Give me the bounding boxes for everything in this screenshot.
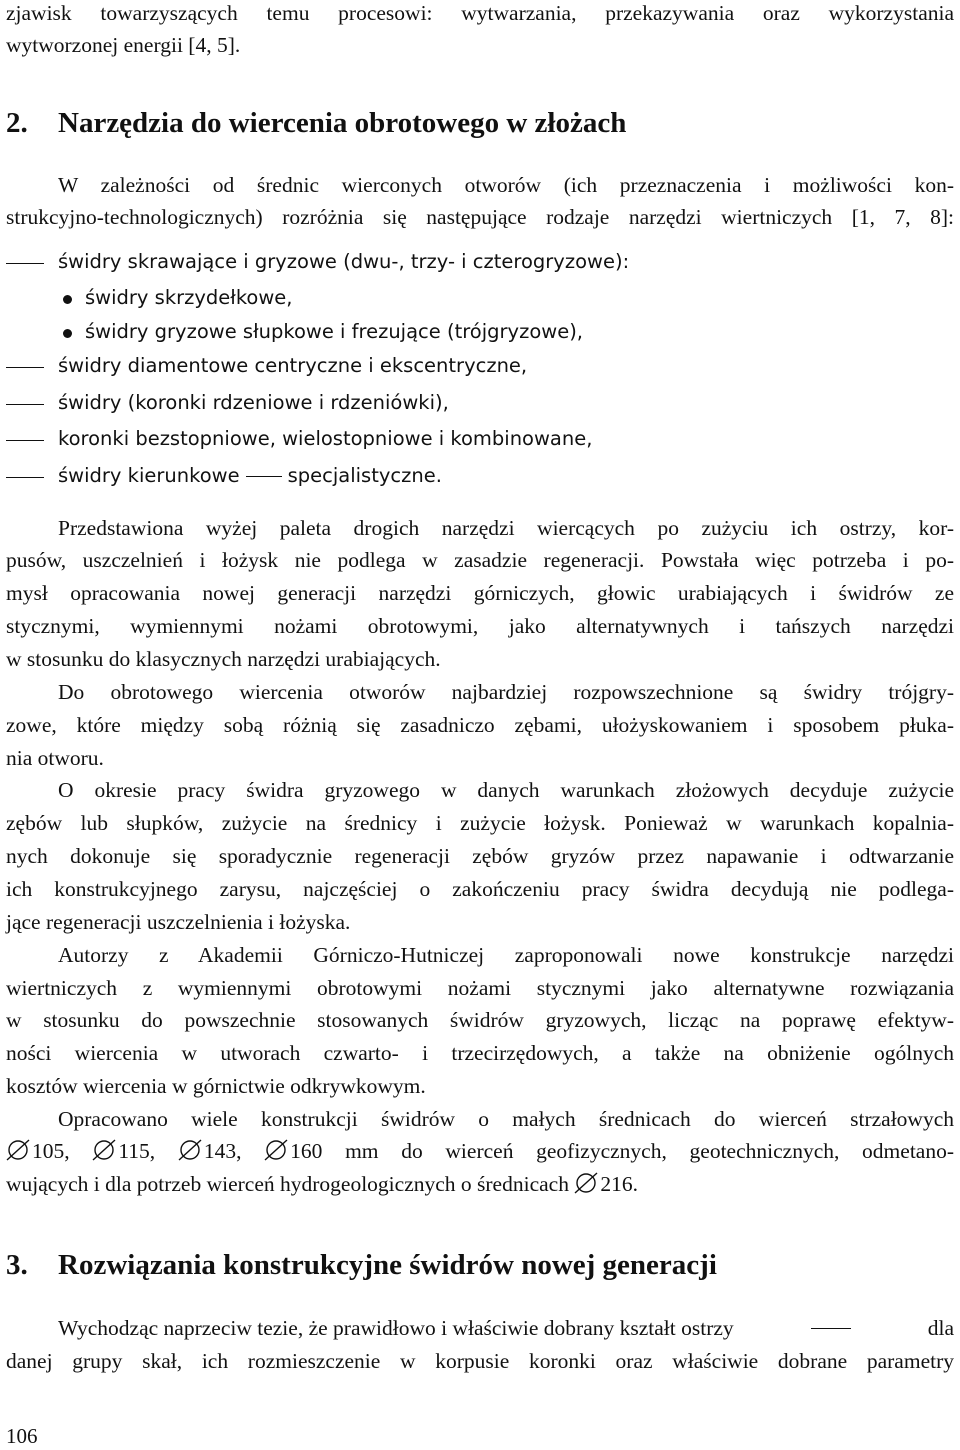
text-line: O okresie pracy świdra gryzowego w danych warunkach złożowych decyduje zużycie (58, 778, 954, 802)
em-dash (811, 1328, 851, 1329)
diameter-icon (574, 1172, 598, 1194)
text-line: Autorzy z Akademii Górniczo-Hutniczej zaproponowali nowe konstrukcje narzędzi (58, 943, 954, 967)
dash-marker (6, 263, 44, 264)
text-line: danej grupy skał, ich rozmieszczenie w korpusie koronki oraz właściwie dobrane parametry (6, 1349, 954, 1373)
diameter-icon (264, 1139, 288, 1161)
section-title: Rozwiązania konstrukcyjne świdrów nowej generacji (58, 1249, 717, 1281)
text-line: zowe, które między sobą różnią się zasadniczo zębami, ułożyskowaniem i sposobem płuka- (6, 713, 954, 737)
text-line: jące regeneracji uszczelnienia i łożyska. (6, 910, 351, 934)
list-item: świdry skrzydełkowe, (85, 286, 293, 309)
list-item: koronki bezstopniowe, wielostopniowe i kombinowane, (58, 427, 593, 450)
diameter-value: 105, (32, 1139, 70, 1163)
text-line: w stosunku do klasycznych narzędzi urabiających. (6, 647, 441, 671)
text-line: strukcyjno-technologicznych) rozróżnia się następujące rodzaje narzędzi wiertniczych [1, 7, 8]: (6, 205, 954, 229)
bullet-marker (63, 329, 72, 338)
text-line: wiertniczych z wymiennymi obrotowymi nożami stycznymi jako alternatywne rozwiązania (6, 976, 954, 1000)
text-line (6, 1171, 638, 1197)
list-item: świdry skrawające i gryzowe (dwu-, trzy- i czterogryzowe): (58, 250, 630, 273)
text-line: kosztów wiercenia w górnictwie odkrywkowym. (6, 1074, 426, 1098)
text-line: W zależności od średnic wierconych otworów (ich przeznaczenia i możliwości kon- (58, 173, 954, 197)
section-number: 2. (6, 107, 28, 139)
section-heading (6, 106, 626, 140)
diameter-icon (6, 1139, 30, 1161)
text-line: ności wiercenia w utworach czwarto- i trzecirzędowych, a także na obniżenie ogólnych (6, 1041, 954, 1065)
dash-marker (6, 477, 44, 478)
text-line: Do obrotowego wiercenia otworów najbardziej rozpowszechnione są świdry trójgry- (58, 680, 954, 704)
text-line (58, 1315, 954, 1341)
diameter-value: 216. (600, 1172, 638, 1196)
text-line: pusów, uszczelnień i łożysk nie podlega w zasadzie regeneracji. Powstała więc potrzeba i po- (6, 548, 954, 572)
text-line: mysł opracowania nowej generacji narzędzi górniczych, głowic urabiających i świdrów ze (6, 581, 954, 605)
diameter-icon (92, 1139, 116, 1161)
text-line: Przedstawiona wyżej paleta drogich narzędzi wiercących po zużyciu ich ostrzy, kor- (58, 516, 954, 540)
bullet-marker (63, 295, 72, 304)
list-item-text: świdry kierunkowe (58, 464, 240, 487)
dash-marker (6, 440, 44, 441)
diameter-icon (178, 1139, 202, 1161)
page-number: 106 (6, 1424, 38, 1448)
dash-marker (6, 404, 44, 405)
text-fragment: wujących i dla potrzeb wierceń hydrogeologicznych o średnicach (6, 1172, 569, 1196)
text-fragment: mm do wierceń geofizycznych, geotechnicznych, odmetano- (345, 1139, 954, 1163)
list-item-text: specjalistyczne. (287, 464, 442, 487)
list-item: świdry gryzowe słupkowe i frezujące (trójgryzowe), (85, 320, 584, 343)
em-dash (246, 476, 282, 477)
text-line: zjawisk towarzyszących temu procesowi: wytwarzania, przekazywania oraz wykorzystania (6, 1, 954, 25)
text-fragment: Wychodząc naprzeciw tezie, że prawidłowo i właściwie dobrany kształt ostrzy (58, 1316, 734, 1340)
text-line: zębów lub słupków, zużycie na średnicy i zużycie łożysk. Ponieważ w warunkach kopalnia- (6, 811, 954, 835)
diameter-value: 143, (203, 1139, 242, 1163)
section-title: Narzędzia do wiercenia obrotowego w złożach (58, 107, 627, 139)
diameter-value: 115, (118, 1139, 156, 1163)
text-line: w stosunku do powszechnie stosowanych świdrów gryzowych, licząc na poprawę efektyw- (6, 1008, 954, 1032)
text-line: nych dokonuje się sporadycznie regeneracji zębów gryzów przez napawanie i odtwarzanie (6, 844, 954, 868)
text-line: stycznymi, wymiennymi nożami obrotowymi, jako alternatywnych i tańszych narzędzi (6, 614, 954, 638)
text-line (6, 1138, 954, 1164)
section-number: 3. (6, 1249, 28, 1281)
dash-marker (6, 367, 44, 368)
text-line: wytworzonej energii [4, 5]. (6, 33, 241, 57)
text-line: ich konstrukcyjnego zarysu, najczęściej o zakończeniu pracy świdra decydują nie podlega- (6, 877, 954, 901)
list-item (58, 463, 442, 489)
list-item: świdry diamentowe centryczne i ekscentryczne, (58, 354, 528, 377)
text-line: Opracowano wiele konstrukcji świdrów o małych średnicach do wierceń strzałowych (58, 1107, 954, 1131)
text-fragment: dla (927, 1316, 954, 1340)
list-item: świdry (koronki rdzeniowe i rdzeniówki), (58, 391, 449, 414)
text-line: nia otworu. (6, 746, 104, 770)
diameter-value: 160 (290, 1139, 323, 1163)
section-heading (6, 1248, 717, 1282)
